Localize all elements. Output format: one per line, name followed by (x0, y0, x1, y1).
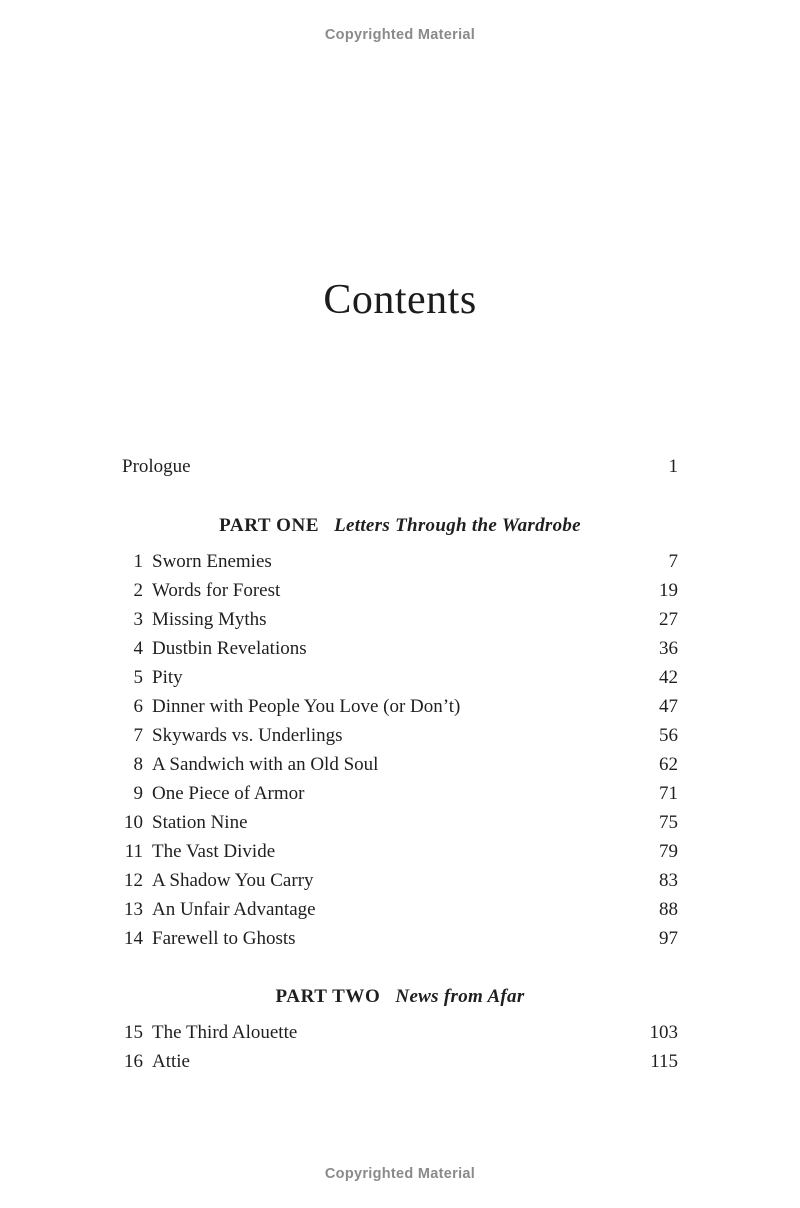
chapter-page-number: 83 (659, 869, 678, 891)
chapter-title: A Shadow You Carry (152, 869, 314, 891)
chapter-page-number: 97 (659, 927, 678, 949)
copyright-notice-bottom: Copyrighted Material (324, 1166, 476, 1182)
chapter-number: 4 (133, 637, 143, 659)
toc-entry (122, 808, 678, 837)
chapter-title: Sworn Enemies (152, 550, 272, 572)
chapter-page-number: 79 (659, 840, 678, 862)
chapter-number: 16 (124, 1050, 143, 1072)
chapter-number: 5 (133, 666, 143, 688)
chapter-page-number: 56 (659, 724, 678, 746)
toc-entry (122, 1047, 678, 1076)
chapter-page-number: 47 (659, 695, 678, 717)
page-title: Contents (323, 277, 477, 323)
chapter-page-number: 71 (659, 782, 678, 804)
part-heading (122, 511, 678, 540)
toc-entry (122, 837, 678, 866)
chapter-page-number: 27 (659, 608, 678, 630)
toc-entry (122, 895, 678, 924)
chapter-page-number: 62 (659, 753, 678, 775)
chapter-number: 13 (124, 898, 143, 920)
chapter-list (122, 1018, 678, 1076)
toc-entry (122, 779, 678, 808)
chapter-title: Skywards vs. Underlings (152, 724, 343, 746)
toc-entry (122, 605, 678, 634)
toc-entry (122, 547, 678, 576)
chapter-number: 6 (133, 695, 143, 717)
toc-entry (122, 663, 678, 692)
toc-entry (122, 750, 678, 779)
toc-entry (122, 1018, 678, 1047)
chapter-title: The Third Alouette (152, 1021, 298, 1043)
chapter-number: 11 (124, 840, 143, 862)
chapter-number: 7 (133, 724, 143, 746)
toc-entry (122, 692, 678, 721)
part-label: PART TWO (275, 985, 381, 1007)
toc-entry (122, 634, 678, 663)
chapter-title: A Sandwich with an Old Soul (152, 753, 379, 775)
chapter-list (122, 547, 678, 953)
copyright-notice-top: Copyrighted Material (324, 27, 476, 43)
chapter-title: Missing Myths (152, 608, 267, 630)
chapter-number: 10 (124, 811, 143, 833)
chapter-page-number: 36 (659, 637, 678, 659)
toc-entry (122, 721, 678, 750)
chapter-number: 1 (133, 550, 143, 572)
chapter-page-number: 75 (659, 811, 678, 833)
toc-entry (122, 924, 678, 953)
chapter-title: The Vast Divide (152, 840, 276, 862)
chapter-page-number: 7 (668, 550, 678, 572)
chapter-number: 2 (133, 579, 143, 601)
part-label: PART ONE (219, 514, 320, 536)
chapter-number: 8 (133, 753, 143, 775)
chapter-title: One Piece of Armor (152, 782, 305, 804)
chapter-title: Words for Forest (152, 579, 281, 601)
toc-entry-prologue (122, 452, 678, 481)
chapter-number: 12 (124, 869, 143, 891)
toc-entry (122, 576, 678, 605)
part-heading (122, 982, 678, 1011)
chapter-title: Attie (152, 1050, 190, 1072)
chapter-page-number: 103 (649, 1021, 678, 1043)
chapter-title: Station Nine (152, 811, 248, 833)
chapter-number: 3 (133, 608, 143, 630)
chapter-title: Farewell to Ghosts (152, 927, 296, 949)
prologue-title: Prologue (122, 455, 191, 477)
chapter-page-number: 88 (659, 898, 678, 920)
chapter-title: Dinner with People You Love (or Don’t) (152, 695, 461, 717)
chapter-title: Dustbin Revelations (152, 637, 307, 659)
chapter-page-number: 19 (659, 579, 678, 601)
chapter-number: 14 (124, 927, 143, 949)
chapter-number: 9 (133, 782, 143, 804)
chapter-number: 15 (124, 1021, 143, 1043)
chapter-title: Pity (152, 666, 183, 688)
chapter-page-number: 42 (659, 666, 678, 688)
toc-entry (122, 866, 678, 895)
chapter-page-number: 115 (650, 1050, 678, 1072)
part-title: News from Afar (395, 985, 525, 1007)
part-title: Letters Through the Wardrobe (334, 514, 581, 536)
chapter-title: An Unfair Advantage (152, 898, 316, 920)
prologue-page-number: 1 (668, 455, 678, 477)
